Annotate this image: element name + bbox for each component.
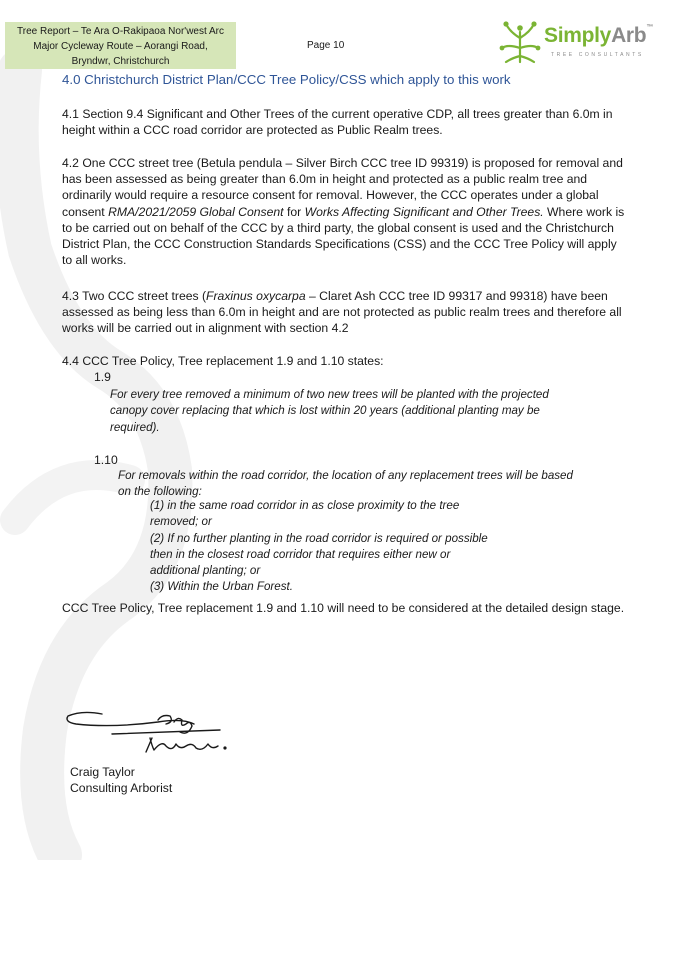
list-item: removed; or bbox=[150, 515, 212, 529]
logo-wordmark bbox=[544, 24, 653, 48]
p42-text-e: Where work is to be carried out on behalf of the CCC by a third party, the global consent is used and the Christchurch District Plan, the CCC Construction Standards Specifications (CSS) and the CCC Tree Policy will apply to all works. bbox=[62, 204, 625, 268]
p42-text-a: 4.2 One CCC street tree (Betula pendula – Silver Birch CCC tree ID 99319) is proposed for removal and has been assessed as being greater than 6.0m in height and protected as a public realm tree and ordinarily would require a resource consent for removal. However, the CCC operates under a global consent bbox=[62, 156, 623, 219]
p42-consent-ref: RMA/2021/2059 Global Consent bbox=[108, 204, 284, 219]
p43-species: Fraxinus oxycarpa bbox=[206, 289, 306, 303]
p42-consent-title: Works Affecting Significant and Other Trees. bbox=[304, 204, 544, 219]
report-title-line-3: Bryndwr, Christchurch bbox=[71, 56, 170, 67]
paragraph-4-3 bbox=[62, 288, 627, 337]
logo-word-simply: Simply bbox=[544, 24, 612, 47]
section-heading: 4.0 Christchurch District Plan/CCC Tree Policy/CSS which apply to this work bbox=[62, 72, 511, 87]
report-title-box bbox=[5, 22, 236, 69]
logo-word-arb: Arb bbox=[611, 24, 647, 47]
closing-paragraph: CCC Tree Policy, Tree replacement 1.9 and 1.10 will need to be considered at the detailed design stage. bbox=[62, 601, 625, 615]
signatory-role: Consulting Arborist bbox=[70, 781, 173, 795]
policy-list bbox=[150, 498, 550, 596]
logo-trademark: ™ bbox=[646, 24, 654, 31]
policy-quote-1-9: For every tree removed a minimum of two new trees will be planted with the projected canopy cover replacing that which is lost within 20 years (additional planting may be required). bbox=[110, 388, 549, 434]
paragraph-4-4-intro: 4.4 CCC Tree Policy, Tree replacement 1.9 and 1.10 states: bbox=[62, 354, 384, 368]
handwritten-signature bbox=[62, 702, 237, 762]
paragraph-4-2 bbox=[62, 155, 627, 268]
logo-subtitle: TREE CONSULTANTS bbox=[551, 52, 644, 58]
policy-number-1-10: 1.10 bbox=[94, 453, 118, 467]
list-item: additional planting; or bbox=[150, 564, 261, 578]
list-item: (2) If no further planting in the road corridor is required or possible bbox=[150, 531, 488, 545]
list-item: then in the closest road corridor that requires either new or bbox=[150, 547, 451, 561]
p43-text-a: 4.3 Two CCC street trees ( bbox=[62, 289, 207, 303]
signatory-name: Craig Taylor bbox=[70, 765, 135, 779]
policy-number-1-9: 1.9 bbox=[94, 370, 111, 384]
p42-text-c: for bbox=[283, 204, 305, 219]
report-title-line-1: Tree Report – Te Ara O-Rakipaoa Nor'west Arc bbox=[17, 26, 224, 37]
list-item: (1) in the same road corridor in as close proximity to the tree bbox=[150, 499, 460, 512]
report-title-line-2: Major Cycleway Route – Aorangi Road, bbox=[33, 41, 208, 52]
page-number: Page 10 bbox=[307, 40, 345, 51]
list-item: (3) Within the Urban Forest. bbox=[150, 580, 293, 594]
p43-text-c: – Claret Ash CCC tree ID 99317 and 99318) have been assessed as being less than 6.0m in height and are not protected as public realm trees and therefore all works will be carried out in alignment with section 4.2 bbox=[62, 289, 622, 336]
policy-quote-1-10: For removals within the road corridor, the location of any replacement trees will be based on the following: bbox=[118, 469, 573, 499]
paragraph-4-1: 4.1 Section 9.4 Significant and Other Trees of the current operative CDP, all trees greater than 6.0m in height within a CCC road corridor are protected as Public Realm trees. bbox=[62, 107, 613, 138]
